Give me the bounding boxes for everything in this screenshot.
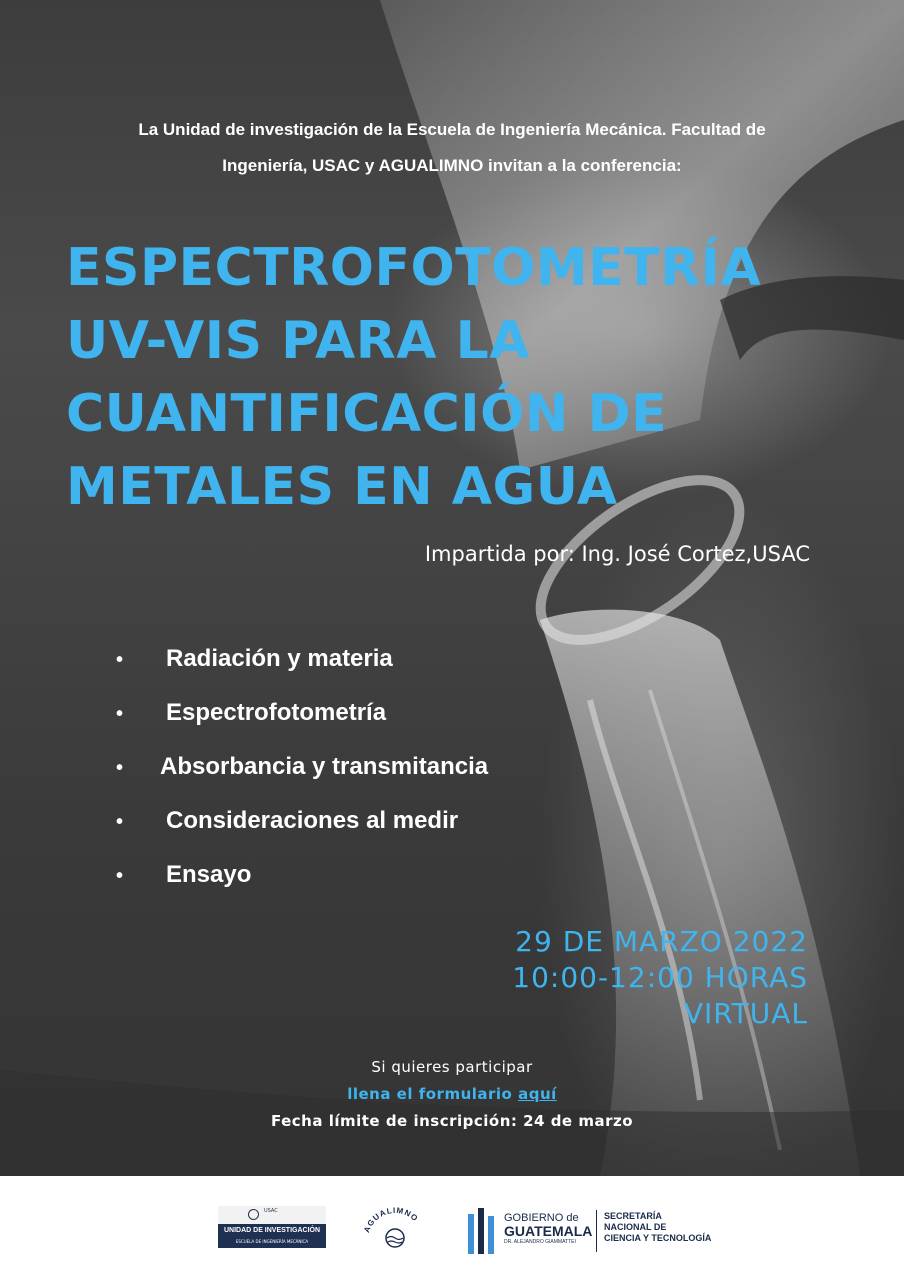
registration-info <box>0 1054 904 1135</box>
title-line-3: CUANTIFICACIÓN DE <box>66 384 668 444</box>
intro-line-1: La Unidad de investigación de la Escuela de Ingeniería Mecánica. Facultad de <box>138 120 766 139</box>
usac-logo-title: UNIDAD DE INVESTIGACIÓN <box>223 1227 321 1234</box>
agualimno-logo-text: AGUALIMNO <box>362 1205 421 1234</box>
senacyt-line-2: NACIONAL DE <box>604 1222 667 1232</box>
event-date: 29 DE MARZO 2022 <box>515 925 808 958</box>
list-item <box>116 744 488 798</box>
event-time: 10:00-12:00 HORAS <box>512 961 808 994</box>
event-mode: VIRTUAL <box>683 997 808 1030</box>
title-line-4: METALES EN AGUA <box>66 457 618 517</box>
logo-divider <box>596 1210 597 1252</box>
topic-label: Espectrofotometría <box>166 699 387 726</box>
speaker-line: Impartida por: Ing. José Cortez,USAC <box>424 542 810 566</box>
title-line-1: ESPECTROFOTOMETRÍA <box>66 238 762 298</box>
registration-cta-text: llena el formulario <box>347 1085 519 1103</box>
title-line-2: UV-VIS PARA LA <box>66 311 530 371</box>
intro-text <box>40 112 864 184</box>
bullet-icon: • <box>116 865 124 887</box>
intro-line-2: Ingeniería, USAC y AGUALIMNO invitan a la conferencia: <box>222 156 682 175</box>
usac-logo-subtitle: ESCUELA DE INGENIERÍA MECÁNICA <box>235 1239 309 1244</box>
topic-label: Ensayo <box>166 861 252 888</box>
registration-form-link[interactable]: aquí <box>518 1085 557 1103</box>
usac-research-unit-logo <box>218 1206 326 1248</box>
usac-seal-icon <box>248 1209 259 1220</box>
bullet-icon: • <box>116 757 124 779</box>
agualimno-logo <box>358 1200 432 1256</box>
topics-list <box>116 636 488 906</box>
gobierno-line-2: GUATEMALA <box>504 1223 593 1239</box>
registration-deadline: Fecha límite de inscripción: 24 de marzo <box>270 1112 634 1130</box>
conference-title <box>66 232 886 524</box>
bullet-icon: • <box>116 811 124 833</box>
gobierno-line-1: GOBIERNO de <box>504 1212 579 1224</box>
gobierno-guatemala-senacyt-logo <box>466 1204 738 1258</box>
topic-label: Absorbancia y transmitancia <box>160 753 489 780</box>
registration-intro: Si quieres participar <box>371 1058 533 1076</box>
gobierno-bars-icon <box>466 1206 496 1256</box>
event-details <box>512 924 808 1032</box>
topic-label: Radiación y materia <box>166 645 393 672</box>
senacyt-line-3: CIENCIA Y TECNOLOGÍA <box>604 1233 712 1243</box>
list-item <box>116 636 488 690</box>
list-item <box>116 798 488 852</box>
bullet-icon: • <box>116 649 124 671</box>
bullet-icon: • <box>116 703 124 725</box>
usac-logo-small-text: USAC <box>264 1208 278 1214</box>
list-item <box>116 852 488 906</box>
senacyt-text <box>604 1211 711 1244</box>
senacyt-line-1: SECRETARÍA <box>604 1211 662 1221</box>
registration-cta <box>0 1081 904 1108</box>
list-item <box>116 690 488 744</box>
sponsor-logos-footer <box>0 1176 904 1280</box>
topic-label: Consideraciones al medir <box>166 807 459 834</box>
gobierno-line-3: DR. ALEJANDRO GIAMMATTEI <box>504 1239 576 1245</box>
